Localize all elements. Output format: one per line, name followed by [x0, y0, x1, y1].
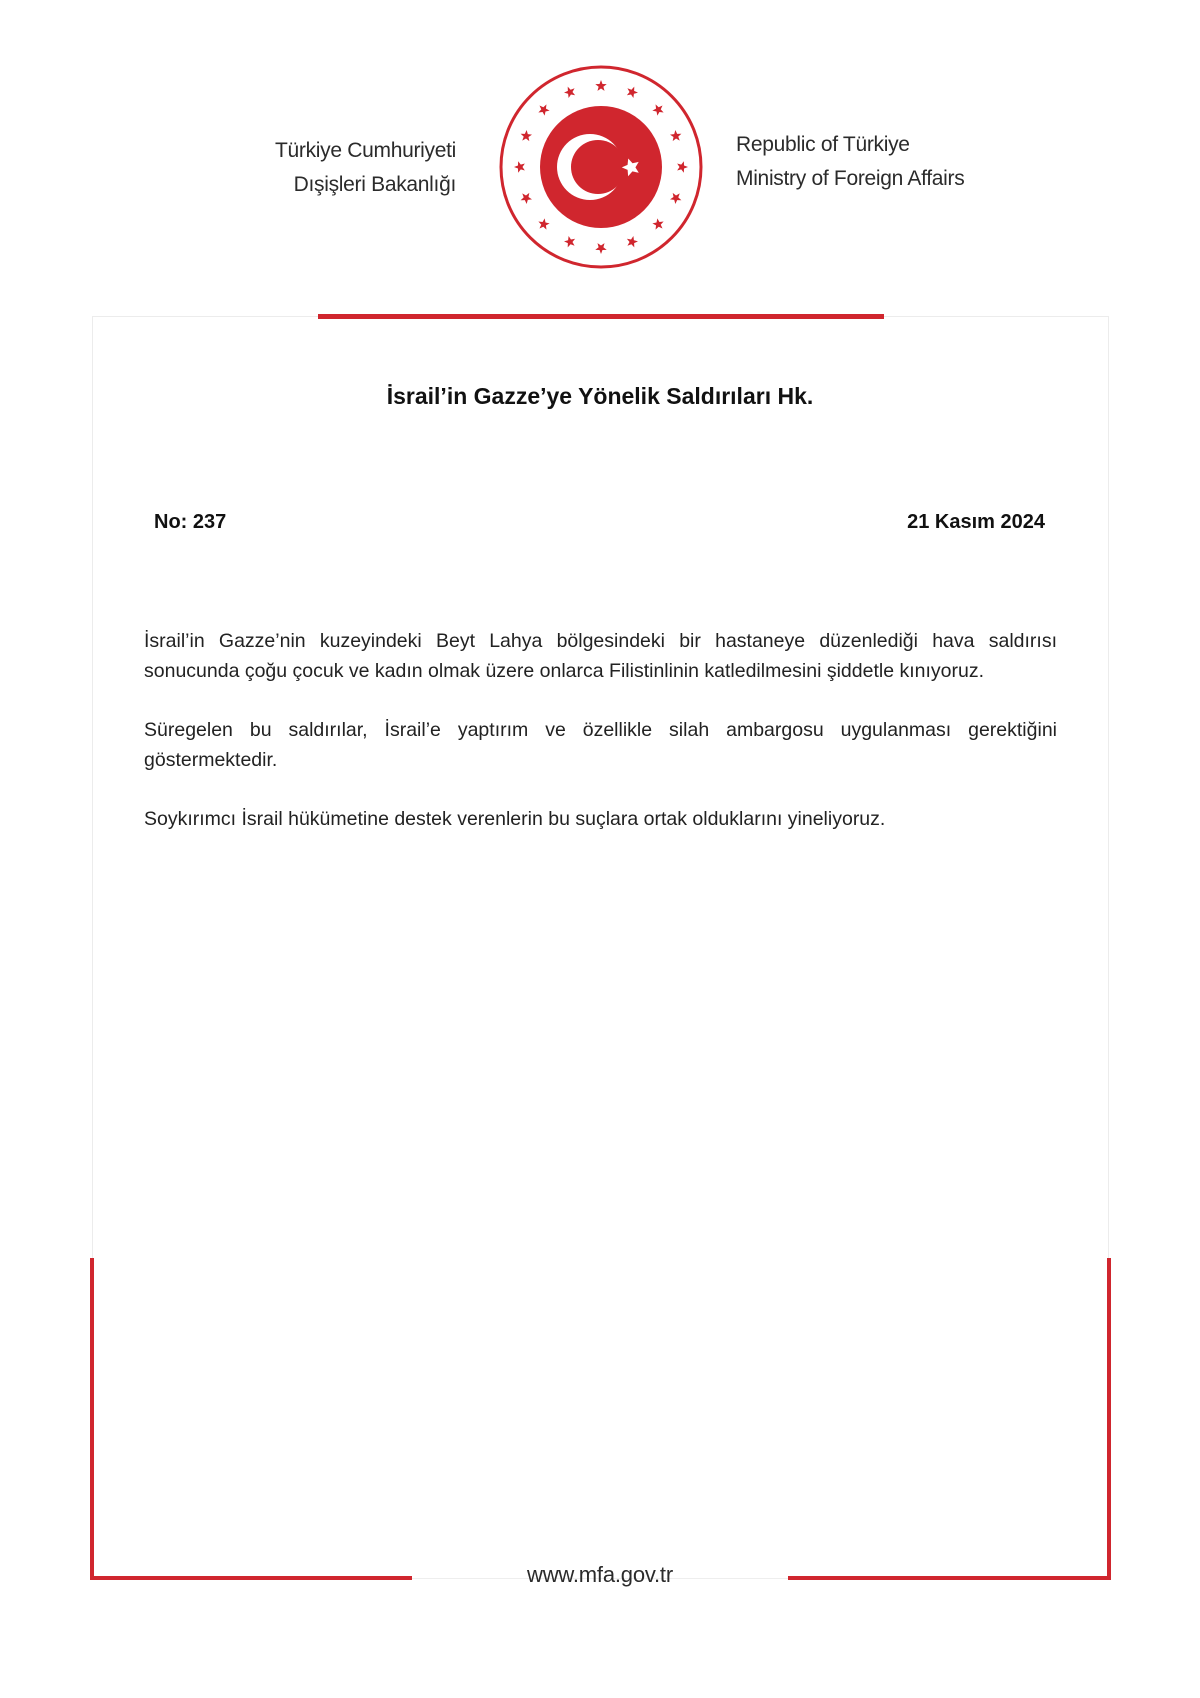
body-paragraph: Süregelen bu saldırılar, İsrail’e yaptırım ve özellikle silah ambargosu uygulanması gerektiğini göstermektedir. — [144, 719, 1057, 771]
seal-star-icon — [514, 161, 525, 172]
document-body — [144, 627, 1057, 865]
body-paragraph: Soykırımcı İsrail hükümetine destek verenlerin bu suçlara ortak olduklarını yineliyoruz. — [144, 808, 886, 830]
seal-star-icon — [595, 243, 606, 254]
frame-right-accent — [1107, 1258, 1111, 1580]
seal-star-icon — [652, 104, 663, 115]
seal-star-icon — [670, 130, 681, 141]
seal-star-icon — [521, 130, 532, 141]
document-number: No: 237 — [154, 511, 227, 533]
seal-star-icon — [652, 218, 663, 229]
ministry-name-english — [736, 128, 1076, 196]
body-paragraph: İsrail’in Gazze’nin kuzeyindeki Beyt Lahya bölgesindeki bir hastaneye düzenlediği hava saldırısı sonucunda çoğu çocuk ve kadın olmak üzere onlarca Filistinlinin katledilmesini şiddetle kınıyoruz. — [144, 630, 1057, 682]
seal-star-icon — [677, 161, 688, 172]
frame-top-accent — [318, 314, 884, 319]
crescent-star-seal-icon — [498, 64, 704, 270]
document-date: 21 Kasım 2024 — [907, 511, 1045, 533]
frame-bottom-right-accent — [788, 1576, 1111, 1580]
footer-website-link[interactable]: www.mfa.gov.tr — [527, 1562, 673, 1587]
document-title: İsrail’in Gazze’ye Yönelik Saldırıları Hk. — [386, 383, 814, 409]
seal-star-icon — [627, 236, 638, 247]
seal-star-icon — [564, 87, 575, 98]
seal-star-icon — [595, 80, 606, 91]
ministry-name-turkish-line2: Dışişleri Bakanlığı — [293, 173, 456, 196]
seal-star-icon — [538, 218, 549, 229]
ministry-name-turkish-line1: Türkiye Cumhuriyeti — [274, 139, 456, 162]
seal-star-icon — [538, 104, 549, 115]
seal-star-icon — [521, 193, 532, 204]
frame-bottom-left-accent — [90, 1576, 412, 1580]
seal-star-icon — [564, 236, 575, 247]
frame-left-line — [92, 316, 93, 1258]
seal-star-icon — [670, 193, 681, 204]
frame-left-accent — [90, 1258, 94, 1580]
seal-star-icon — [627, 87, 638, 98]
frame-right-line — [1108, 316, 1109, 1258]
ministry-name-turkish — [156, 134, 456, 202]
ministry-name-english-line1: Republic of Türkiye — [736, 133, 910, 156]
ministry-name-english-line2: Ministry of Foreign Affairs — [736, 167, 965, 190]
